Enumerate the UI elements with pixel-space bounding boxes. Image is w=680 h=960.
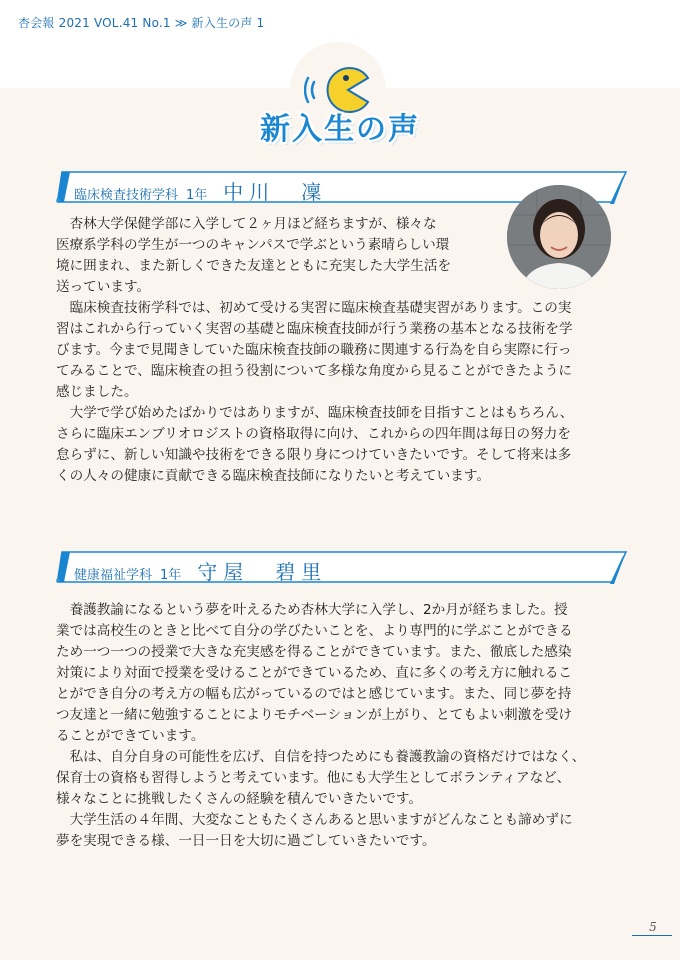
section-year: 1年 [186, 188, 208, 203]
paragraph: 養護教諭になるという夢を叶えるため杏林大学に入学し、2か月が経ちました。授 業では高校生のときと比べて自分の学びたいことを、より専門的に学ぶことができる ため一つ一つの授業で大きな充実感を得ることができています。また、徹底した感染 対策により対面で授業を受けることができているため、直に多くの考え方に触れるこ とができ自分の考え方の幅も広がっているのではと感じています。また、同じ夢を持 つ友達と一緒に勉強することによりモチベーションが上がり、とてもよい刺激を受け ることができています。 [56, 602, 573, 744]
section-header-2 [56, 550, 626, 586]
page-title: 新入生の声 [260, 112, 420, 147]
section-year: 1年 [160, 568, 182, 583]
section-department: 健康福祉学科 [74, 568, 153, 583]
section-2-body [56, 600, 636, 852]
section-student-name: 中川 凜 [223, 180, 328, 204]
paragraph: 臨床検査技術学科では、初めて受ける実習に臨床検査基礎実習があります。この実 習はこれから行っていく実習の基礎と臨床検査技師が行う業務の基本となる技術を学 びます。今まで見聞きしていた臨床検査技師の職務に関連する行為を自ら実際に行っ てみることで、臨床検査の担う役割について多様な角度から見ることができたように 感じました。 [56, 300, 573, 400]
page-number: 5 [649, 920, 657, 934]
section-department: 臨床検査技術学科 [74, 188, 179, 203]
section-1-body [56, 214, 628, 487]
paragraph: 大学生活の４年間、大変なこともたくさんあると思いますがどんなことも諦めずに 夢を実現できる様、一日一日を大切に過ごしていきたいです。 [56, 812, 573, 849]
paragraph: 私は、自分自身の可能性を広げ、自信を持つためにも養護教諭の資格だけではなく、 保育士の資格も習得しようと考えています。他にも大学生としてボランティアなど、 様々なことに挑戦したくさんの経験を積んでいきたいです。 [56, 749, 586, 807]
paragraph: 杏林大学保健学部に入学して２ヶ月ほど経ちますが、様々な 医療系学科の学生が一つのキャンパスで学ぶという素晴らしい環 境に囲まれ、また新しくできた友達とともに充実した大学生活を 送っています。 [56, 216, 452, 295]
paragraph: 大学で学び始めたばかりではありますが、臨床検査技師を目指すことはもちろん、 さらに臨床エンブリオロジストの資格取得に向け、これからの四年間は毎日の努力を 怠らずに、新しい知識や技術をできる限り身につけていきたいです。そして将来は多 くの人々の健康に貢献できる臨床検査技師になりたいと考えています。 [56, 405, 574, 484]
page-number-rule [632, 935, 672, 936]
top-header-bar [0, 0, 680, 38]
section-student-name: 守屋 碧里 [197, 560, 328, 584]
breadcrumb: 杏会報 2021 VOL.41 No.1 ≫ 新入生の声 1 [18, 16, 265, 30]
